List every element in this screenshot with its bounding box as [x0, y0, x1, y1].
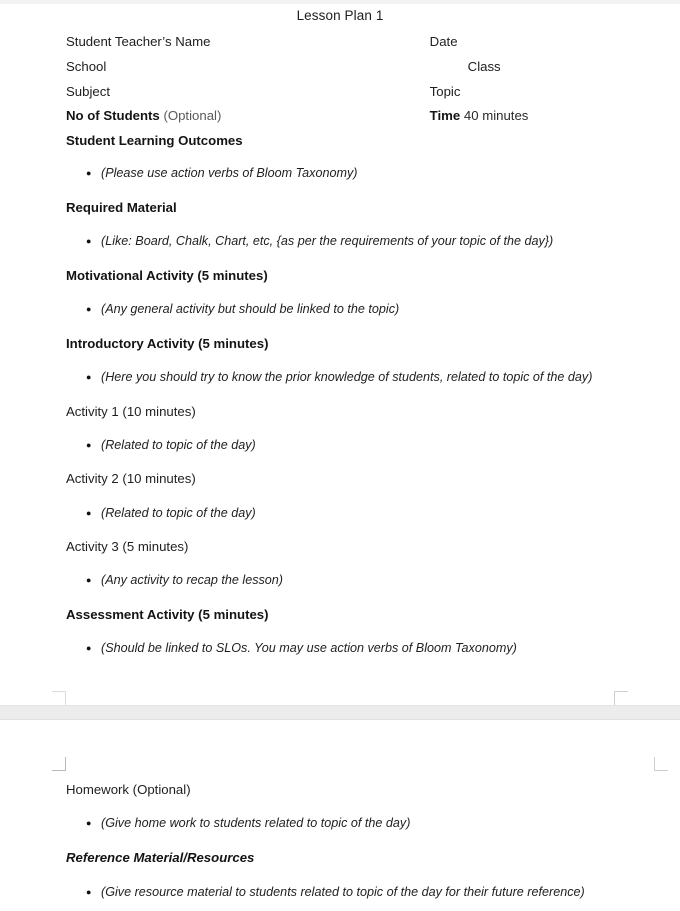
bullet-icon: ● [86, 235, 92, 246]
field-label-no-of-students [66, 108, 426, 124]
page-break-divider [0, 705, 680, 720]
section-bullet-homework [86, 814, 410, 831]
label-no-of-students: No of Students [66, 108, 160, 123]
field-label-class [430, 59, 501, 75]
label-student-teacher-name: Student Teacher’s Name [66, 34, 211, 49]
bullet-icon: ● [86, 507, 92, 518]
label-no-of-students-optional: (Optional) [163, 108, 222, 123]
section-bullet-reference-material [86, 883, 585, 900]
page-title: Lesson Plan 1 [296, 8, 384, 23]
field-label-time [430, 108, 529, 124]
margin-mark-page2-top-right [654, 757, 668, 771]
section-bullet-activity-2 [86, 504, 256, 521]
bullet-icon: ● [86, 167, 92, 178]
field-label-school [66, 59, 426, 75]
bullet-icon: ● [86, 886, 92, 897]
section-bullet-student-learning-outcomes [86, 164, 357, 181]
section-bullet-activity-3 [86, 571, 283, 588]
bullet-icon: ● [86, 371, 92, 382]
bullet-icon: ● [86, 642, 92, 653]
margin-mark-page2-top-left [52, 757, 66, 771]
bullet-text: (Like: Board, Chalk, Chart, etc, {as per the requirements of your topic of the day}) [101, 233, 554, 248]
section-heading-activity-3: Activity 3 (5 minutes) [66, 539, 189, 554]
bullet-text: (Related to topic of the day) [101, 437, 256, 452]
section-heading-assessment-activity: Assessment Activity (5 minutes) [66, 607, 269, 622]
bullet-text: (Any activity to recap the lesson) [101, 572, 283, 587]
section-bullet-assessment-activity [86, 639, 517, 656]
label-subject: Subject [66, 84, 110, 99]
bullet-text: (Please use action verbs of Bloom Taxonomy) [101, 165, 358, 180]
bullet-text: (Any general activity but should be linked to the topic) [101, 301, 400, 316]
section-heading-introductory-activity: Introductory Activity (5 minutes) [66, 336, 269, 351]
field-label-student-teacher-name [66, 34, 426, 50]
value-time-duration: 40 minutes [463, 108, 529, 123]
field-row-student-teacher-name [66, 34, 666, 50]
bullet-icon: ● [86, 817, 92, 828]
bullet-text: (Give home work to students related to topic of the day) [101, 815, 411, 830]
bullet-text: (Here you should try to know the prior knowledge of students, related to topic of the day) [101, 369, 593, 384]
margin-mark-page1-bottom-left [52, 691, 66, 705]
section-bullet-required-material [86, 232, 553, 249]
bullet-text: (Related to topic of the day) [101, 505, 256, 520]
label-school: School [66, 59, 107, 74]
bullet-icon: ● [86, 439, 92, 450]
bullet-icon: ● [86, 303, 92, 314]
field-row-no-of-students [66, 108, 666, 124]
section-bullet-introductory-activity [86, 368, 592, 385]
field-row-school [66, 59, 666, 75]
field-label-subject [66, 84, 426, 100]
label-class: Class [467, 59, 501, 74]
label-time: Time [429, 108, 461, 123]
bullet-text: (Should be linked to SLOs. You may use action verbs of Bloom Taxonomy) [101, 640, 517, 655]
label-date: Date [429, 34, 458, 49]
label-topic: Topic [429, 84, 461, 99]
bullet-icon: ● [86, 574, 92, 585]
section-heading-homework: Homework (Optional) [66, 782, 191, 797]
section-heading-motivational-activity: Motivational Activity (5 minutes) [66, 268, 268, 283]
section-heading-required-material: Required Material [66, 200, 177, 215]
margin-mark-page1-bottom-right [614, 691, 628, 705]
section-heading-student-learning-outcomes: Student Learning Outcomes [66, 133, 243, 148]
section-heading-activity-2: Activity 2 (10 minutes) [66, 471, 196, 486]
field-label-topic [430, 84, 461, 100]
field-row-subject [66, 84, 666, 100]
field-label-date [430, 34, 458, 50]
bullet-text: (Give resource material to students related to topic of the day for their future reference) [101, 884, 585, 899]
section-heading-reference-material: Reference Material/Resources [66, 850, 255, 865]
section-bullet-motivational-activity [86, 300, 399, 317]
section-bullet-activity-1 [86, 436, 256, 453]
section-heading-activity-1: Activity 1 (10 minutes) [66, 404, 196, 419]
